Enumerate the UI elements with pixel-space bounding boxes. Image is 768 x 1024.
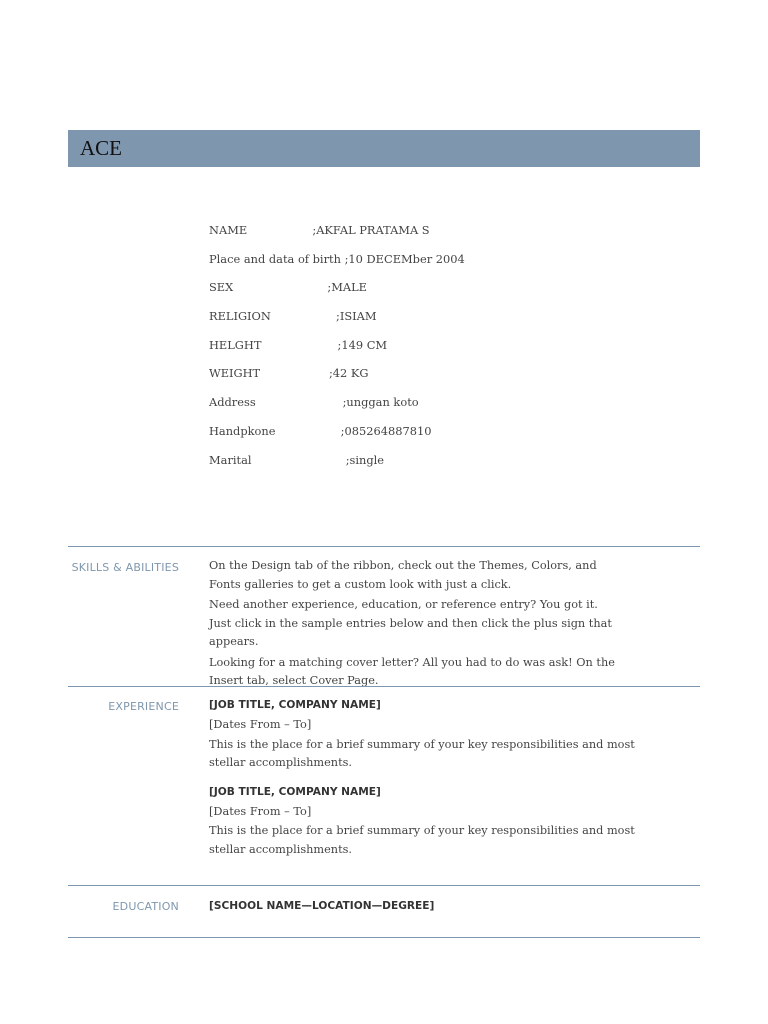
section-divider	[68, 686, 700, 687]
title-bar	[68, 130, 700, 167]
info-spacer	[271, 309, 336, 323]
info-value[interactable]: ;MALE	[327, 280, 367, 295]
info-label: WEIGHT	[209, 366, 261, 381]
education-body	[209, 897, 659, 915]
info-label: RELIGION	[209, 309, 271, 324]
personal-info-list	[209, 222, 465, 480]
info-value[interactable]: ;42 KG	[328, 366, 369, 381]
section-divider	[68, 885, 700, 886]
job-title[interactable]: [JOB TITLE, COMPANY NAME]	[209, 785, 381, 798]
info-spacer	[261, 338, 337, 352]
skills-paragraph[interactable]: Need another experience, education, or reference entry? You got it. Just click in the sample entries below and then click the plus sign that appears.	[209, 598, 612, 648]
info-value[interactable]: ;149 CM	[337, 337, 388, 352]
info-value[interactable]: ;unggan koto	[342, 395, 419, 410]
skills-heading: SKILLS & ABILITIES	[71, 561, 179, 574]
info-row-height	[209, 337, 465, 366]
info-value[interactable]: ;085264887810	[340, 423, 432, 438]
job-entry	[209, 696, 654, 773]
info-row-marital	[209, 452, 465, 481]
job-title[interactable]: [JOB TITLE, COMPANY NAME]	[209, 699, 381, 711]
info-label: Handpkone	[209, 423, 276, 438]
resume-title[interactable]: ACE	[80, 136, 122, 160]
info-row-address	[209, 394, 465, 423]
job-entry	[209, 783, 654, 860]
education-heading: EDUCATION	[112, 900, 179, 913]
section-divider	[68, 937, 700, 938]
info-spacer	[260, 366, 329, 380]
info-row-name	[209, 222, 465, 251]
info-spacer	[256, 395, 343, 409]
experience-heading: EXPERIENCE	[108, 700, 179, 713]
info-spacer	[275, 424, 340, 438]
info-label: HELGHT	[209, 337, 262, 352]
info-row-religion	[209, 308, 465, 337]
job-description[interactable]: This is the place for a brief summary of your key responsibilities and most stellar accomplishments.	[209, 824, 635, 856]
education-entry[interactable]: [SCHOOL NAME—LOCATION—DEGREE]	[209, 900, 435, 912]
info-row-weight	[209, 365, 465, 394]
skills-paragraph[interactable]: Looking for a matching cover letter? All you had to do was ask! On the Insert tab, select Cover Page.	[209, 655, 615, 687]
info-row-birth	[209, 251, 465, 280]
info-value[interactable]: ;single	[345, 452, 385, 467]
info-label: Address	[209, 395, 256, 410]
info-row-phone	[209, 423, 465, 452]
info-label: SEX	[209, 280, 234, 295]
section-divider	[68, 546, 700, 547]
experience-body	[209, 696, 654, 869]
info-value[interactable]: ;10 DECEMber 2004	[344, 251, 465, 266]
info-row-sex	[209, 279, 465, 308]
info-spacer	[247, 223, 312, 237]
info-spacer	[252, 453, 346, 467]
info-spacer	[233, 280, 327, 294]
skills-paragraph[interactable]: On the Design tab of the ribbon, check out the Themes, Colors, and Fonts galleries to get a custom look with just a click.	[209, 559, 597, 591]
info-label: Marital	[209, 452, 252, 467]
info-value[interactable]: ;AKFAL PRATAMA S	[312, 223, 430, 237]
job-dates[interactable]: [Dates From – To]	[209, 804, 312, 818]
info-label: Place and data of birth	[209, 251, 341, 266]
skills-body	[209, 557, 619, 693]
job-dates[interactable]: [Dates From – To]	[209, 718, 312, 731]
info-value[interactable]: ;ISIAM	[336, 309, 377, 324]
info-label: NAME	[209, 223, 248, 237]
job-description[interactable]: This is the place for a brief summary of your key responsibilities and most stellar accomplishments.	[209, 737, 635, 769]
